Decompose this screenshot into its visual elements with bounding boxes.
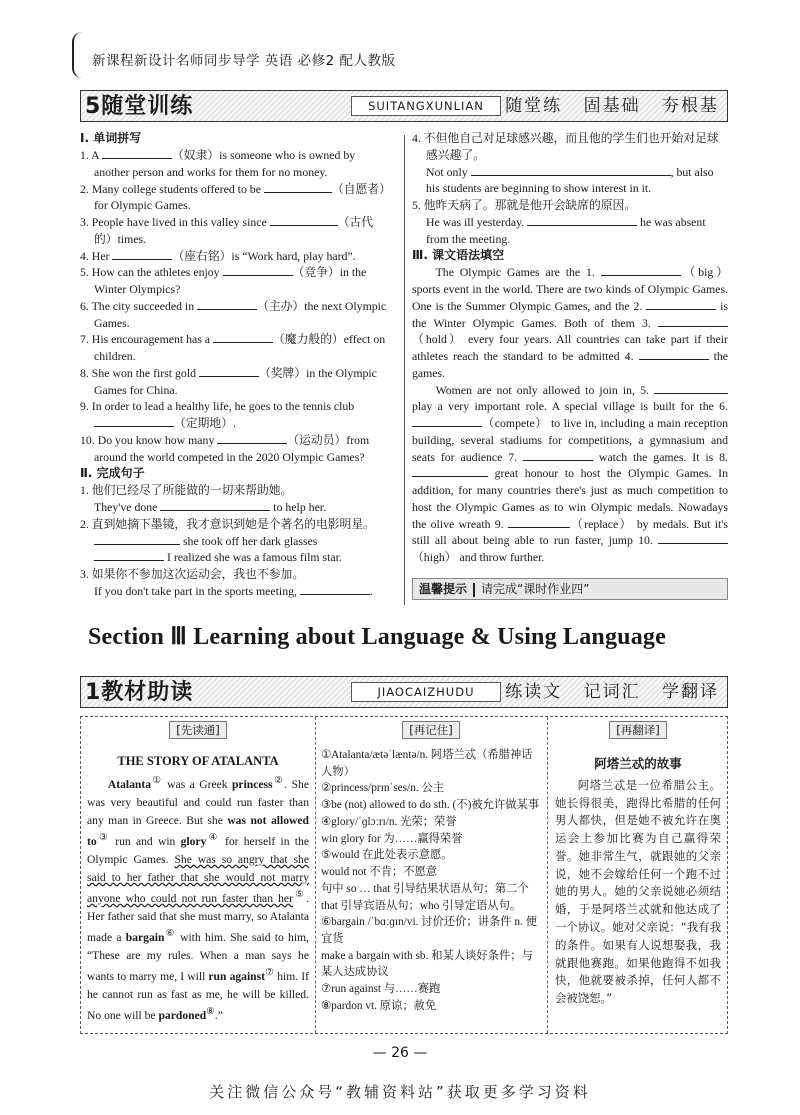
translation-text: 阿塔兰忒是一位希腊公主。她长得很美，跑得比希腊的任何男人都快，但是她不被允许在奥运会上参加比赛为自己赢得荣誉。她非常生气，就跟她的父亲说，她不会嫁给任何一个跑不过她的男人。她的父亲说她必须结婚，于是阿塔兰忒就和他达成了一个协议。她对父亲说：“我有我的条件。如果有人说想娶我，我就跟他赛跑。如果他跑得不如我快，他就要被杀掉，任何人都不会被饶恕。” — [555, 777, 721, 1006]
translation-title: 阿塔兰忒的故事 — [594, 756, 682, 772]
spelling-q1: 1. A （奴隶）is someone who is owned by another person and works for them for no money. — [80, 148, 356, 179]
slogan-part: 记词汇 — [583, 682, 641, 702]
sentence-4-en: Not only , but also his students are beginning to show interest in it. — [426, 164, 714, 196]
sentence-5-en: He was ill yesterday. he was absent from the meeting. — [426, 214, 706, 246]
reminder-label: 温馨提示 — [419, 582, 468, 596]
story-column — [87, 717, 309, 1033]
section-title: Section Ⅲ Learning about Language & Using Language — [88, 624, 666, 650]
answer-blank[interactable] — [639, 348, 709, 360]
answer-blank[interactable] — [527, 214, 637, 226]
banner-pinyin: JIAOCAIZHUDU — [351, 682, 501, 702]
translation-column — [555, 717, 721, 1033]
spelling-q5: 5. How can the athletes enjoy （竞争）in the Winter Olympics? — [80, 265, 367, 297]
banner-number-title: 1教材助读 — [85, 680, 194, 705]
answer-blank[interactable] — [94, 549, 164, 561]
page-number: — 26 — — [372, 1045, 428, 1061]
note-4a: ④glory/ˈɡlɔːrɪ/n. 光荣；荣誉 — [321, 815, 457, 828]
answer-blank[interactable] — [658, 532, 728, 544]
answer-blank[interactable] — [213, 331, 273, 343]
answer-blank[interactable] — [199, 365, 259, 377]
note-6a: ⑥bargain /ˈbɑːɡɪn/vi. 讨价还价；讲条件 n. 便宜货 — [321, 916, 538, 945]
answer-blank[interactable] — [412, 415, 482, 427]
answer-blank[interactable] — [217, 432, 287, 444]
answer-blank[interactable] — [112, 248, 172, 260]
banner-slogan — [491, 680, 719, 704]
spelling-q10: 10. Do you know how many （运动员）from around the world competed in the 2020 Olympic Games? — [80, 432, 370, 464]
exercise-right-column — [412, 130, 728, 566]
answer-blank[interactable] — [601, 264, 681, 276]
slogan-part: 学翻译 — [662, 682, 719, 702]
spelling-q7: 7. His encouragement has a （魔力般的）effect on children. — [80, 332, 386, 364]
answer-blank[interactable] — [102, 147, 172, 159]
story-text: Atalanta① was a Greek princess②. She was very beautiful and could run faster than any man in Greece. But she was not allowed to③ run and win glory④ for herself in the Olympic Games. She was so angry that she said to her father that she would not marry anyone who could not run faster than her⑤. Her father said that she must marry, so Atalanta made a bargain⑥ with him. She said to him, “These are my rules. When a man says he wants to marry me, I will run against⑦ him. If he cannot run as fast as me, he will be killed. No one will be pardoned⑧.” — [87, 774, 309, 1022]
spelling-q9: 9. In order to lead a healthy life, he goes to the tennis club （定期地）. — [80, 399, 355, 431]
banner-slogan — [491, 94, 719, 118]
column-divider — [404, 135, 405, 605]
box-divider — [547, 717, 548, 1033]
answer-blank[interactable] — [223, 264, 293, 276]
sentence-3-cn: 3. 如果你不参加这次运动会，我也不参加。 — [80, 567, 305, 582]
spelling-q8: 8. She won the first gold （奖牌）in the Olympic Games for China. — [80, 365, 377, 397]
note-5b: would not 不肯；不愿意 — [321, 866, 438, 879]
note-5c: 句中 so … that 引导结果状语从句；第二个 that 引导宾语从句；who 引导定语从句。 — [321, 882, 529, 912]
reading-box — [80, 716, 728, 1034]
reminder-box — [412, 578, 728, 600]
answer-blank[interactable] — [197, 298, 257, 310]
slogan-part: 固基础 — [583, 96, 641, 116]
note-6b: make a bargain with sb. 和某人谈好条件；与某人达成协议 — [321, 949, 533, 979]
answer-blank[interactable] — [523, 449, 593, 461]
answer-blank[interactable] — [658, 315, 728, 327]
spelling-q3: 3. People have lived in this valley since （古代的）times. — [80, 215, 374, 246]
sentence-4-cn: 4. 不但他自己对足球感兴趣，而且他的学生们也开始对足球感兴趣了。 — [412, 131, 719, 162]
part1-heading: Ⅰ. 单词拼写 — [80, 131, 142, 145]
note-1: ①Atalanta/ætəˈlæntə/n. 阿塔兰忒（希腊神话人物） — [321, 749, 533, 778]
note-4b: win glory for 为……赢得荣誉 — [321, 832, 463, 845]
slogan-part: 夯根基 — [662, 96, 719, 116]
book-title: 新课程新设计名师同步导学 英语 必修2 配人教版 — [92, 53, 396, 69]
part3-heading: Ⅲ. 课文语法填空 — [412, 248, 505, 263]
answer-blank[interactable] — [300, 583, 370, 595]
answer-blank[interactable] — [94, 533, 180, 545]
tab-remember: [再记住] — [402, 721, 459, 739]
reminder-separator — [473, 583, 475, 597]
answer-blank[interactable] — [160, 499, 270, 511]
spelling-q4: 4. Her （座右铭）is “Work hard, play hard”. — [80, 248, 356, 263]
reminder-text: 请完成“课时作业四” — [481, 582, 590, 596]
part2-heading: Ⅱ. 完成句子 — [80, 466, 145, 481]
sentence-1-en: They've done to help her. — [94, 500, 327, 515]
box-divider — [315, 717, 316, 1033]
sentence-3-en: If you don't take part in the sports meeting, . — [94, 583, 373, 598]
section-banner-jiaocai — [80, 676, 728, 708]
note-5a: ⑤would 在此处表示意愿。 — [321, 849, 453, 862]
slogan-part: 练读文 — [505, 682, 563, 702]
story-title: THE STORY OF ATALANTA — [117, 754, 279, 769]
answer-blank[interactable] — [412, 465, 488, 477]
sentence-2-cn: 2. 直到她摘下墨镜，我才意识到她是个著名的电影明星。 — [80, 516, 375, 531]
note-2: ②princess/prɪnˈses/n. 公主 — [321, 782, 445, 795]
footer-notice: 关注微信公众号“教辅资料站”获取更多学习资料 — [209, 1083, 591, 1101]
spelling-q2: 2. Many college students offered to be （自愿者）for Olympic Games. — [80, 181, 385, 213]
answer-blank[interactable] — [471, 164, 671, 176]
spelling-q6: 6. The city succeeded in （主办）the next Olympic Games. — [80, 298, 387, 330]
note-8: ⑧pardon vt. 原谅；赦免 — [321, 999, 437, 1012]
answer-blank[interactable] — [654, 382, 728, 394]
answer-blank[interactable] — [508, 516, 570, 528]
answer-blank[interactable] — [646, 298, 716, 310]
grammar-fill-passage: The Olympic Games are the 1. （big） sports event in the world. There are two kinds of Olympic Games. One is the Summer Olympic Games, and the 2. is the Winter Olympic Games. Both of them 3. （hold） every four years. All countries can take part if their athletes reach the standard to be admitted 4. the games. Women are not only allowed to join in, 5. play a very important role. A special village is built for the 6. （compete） to live in, including a main reception building, several stadiums for competitions, a gymnasium and seats for audience 7. watch the games. It is 8. great honour to host the Olympic Games. In addition, for many countries there's just as much competition to host the Olympic Games as to win Olympic medals. Nowadays the olive wreath 9. （replace） by medals. But it's still all about being able to run faster, jump 10. （high） and throw further. — [412, 265, 728, 565]
slogan-part: 随堂练 — [505, 96, 563, 116]
exercise-left-column — [80, 130, 390, 600]
banner-pinyin: SUITANGXUNLIAN — [351, 96, 501, 116]
notes-column — [321, 717, 541, 1033]
sentence-1-cn: 1. 他们已经尽了所能做的一切来帮助她。 — [80, 483, 293, 498]
sentence-2-en: she took off her dark glasses I realized she was a famous film star. — [80, 533, 390, 567]
answer-blank[interactable] — [264, 181, 332, 193]
sentence-5-cn: 5. 他昨天病了。那就是他开会缺席的原因。 — [412, 198, 637, 212]
banner-number-title: 5随堂训练 — [85, 94, 194, 119]
header-bracket — [72, 32, 84, 78]
tab-read: [先读通] — [169, 721, 226, 739]
section-banner-suitang — [80, 90, 728, 122]
answer-blank[interactable] — [94, 415, 174, 427]
note-7: ⑦run against 与……赛跑 — [321, 983, 441, 996]
tab-translate: [再翻译] — [609, 721, 666, 739]
answer-blank[interactable] — [270, 214, 338, 226]
note-3: ③be (not) allowed to do sth. (不)被允许做某事 — [321, 799, 540, 812]
